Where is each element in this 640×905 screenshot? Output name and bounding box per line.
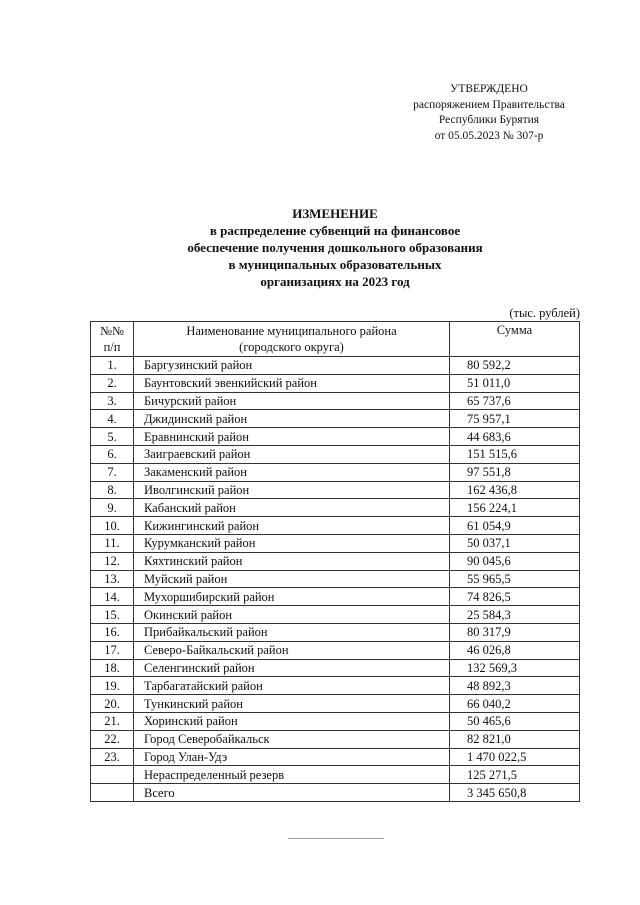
row-amount: 46 026,8: [450, 641, 580, 659]
row-amount: 162 436,8: [450, 481, 580, 499]
row-name: Джидинский район: [134, 410, 450, 428]
row-number: 12.: [91, 552, 134, 570]
table-row: [91, 445, 580, 463]
row-name: Селенгинский район: [134, 659, 450, 677]
row-name: Мухоршибирский район: [134, 588, 450, 606]
row-name: Город Улан-Удэ: [134, 748, 450, 766]
row-name: Прибайкальский район: [134, 623, 450, 641]
row-name: Баунтовский эвенкийский район: [134, 374, 450, 392]
row-number: [91, 784, 134, 802]
table-row: [91, 552, 580, 570]
approval-line-1: УТВЕРЖДЕНО: [450, 83, 528, 95]
row-amount: 80 317,9: [450, 623, 580, 641]
row-number: 5.: [91, 428, 134, 446]
header-name: Наименование муниципального района (городского округа): [134, 322, 450, 357]
table-body: [91, 357, 580, 802]
table-header-row: [91, 322, 580, 357]
subvention-table: [90, 321, 580, 802]
header-number: №№ п/п: [91, 322, 134, 357]
row-amount: 74 826,5: [450, 588, 580, 606]
header-sum: Сумма: [450, 322, 580, 357]
table-row: [91, 534, 580, 552]
table-row: [91, 677, 580, 695]
table-row: [91, 695, 580, 713]
row-amount: 25 584,3: [450, 606, 580, 624]
row-number: 15.: [91, 606, 134, 624]
row-number: 10.: [91, 517, 134, 535]
row-number: 2.: [91, 374, 134, 392]
row-amount: 151 515,6: [450, 445, 580, 463]
row-number: 18.: [91, 659, 134, 677]
row-amount: 65 737,6: [450, 392, 580, 410]
row-amount: 97 551,8: [450, 463, 580, 481]
row-number: 19.: [91, 677, 134, 695]
row-number: 4.: [91, 410, 134, 428]
table-row: [91, 392, 580, 410]
unit-note: (тыс. рублей): [509, 306, 580, 320]
table-row: [91, 641, 580, 659]
row-name: Кабанский район: [134, 499, 450, 517]
row-number: 23.: [91, 748, 134, 766]
row-number: 16.: [91, 623, 134, 641]
row-amount: 156 224,1: [450, 499, 580, 517]
row-amount: 82 821,0: [450, 730, 580, 748]
table-row: [91, 428, 580, 446]
approval-line-3: Республики Бурятия: [438, 114, 540, 126]
title-line-4: в муниципальных образовательных: [228, 257, 442, 272]
row-name: Закаменский район: [134, 463, 450, 481]
table-row: [91, 499, 580, 517]
row-name: Иволгинский район: [134, 481, 450, 499]
table-row: [91, 766, 580, 784]
row-number: 17.: [91, 641, 134, 659]
row-number: [91, 766, 134, 784]
title-line-5: организациях на 2023 год: [260, 274, 410, 289]
row-number: 7.: [91, 463, 134, 481]
table-row: [91, 463, 580, 481]
row-number: 20.: [91, 695, 134, 713]
row-name: Кижингинский район: [134, 517, 450, 535]
row-name: Муйский район: [134, 570, 450, 588]
row-name: Всего: [134, 784, 450, 802]
row-number: 1.: [91, 357, 134, 375]
row-number: 13.: [91, 570, 134, 588]
title-line-1: ИЗМЕНЕНИЕ: [292, 206, 378, 221]
row-amount: 125 271,5: [450, 766, 580, 784]
row-amount: 44 683,6: [450, 428, 580, 446]
table-row: [91, 481, 580, 499]
row-name: Баргузинский район: [134, 357, 450, 375]
table-row: [91, 712, 580, 730]
row-name: Тункинский район: [134, 695, 450, 713]
approval-line-4: от 05.05.2023 № 307-р: [434, 129, 544, 142]
row-name: Нераспределенный резерв: [134, 766, 450, 784]
row-number: 22.: [91, 730, 134, 748]
row-name: Город Северобайкальск: [134, 730, 450, 748]
row-number: 6.: [91, 445, 134, 463]
approval-line-2: распоряжением Правительства: [413, 98, 565, 111]
row-number: 3.: [91, 392, 134, 410]
row-amount: 61 054,9: [450, 517, 580, 535]
row-amount: 90 045,6: [450, 552, 580, 570]
row-amount: 50 465,6: [450, 712, 580, 730]
table-row: [91, 623, 580, 641]
table-row: [91, 374, 580, 392]
row-amount: 55 965,5: [450, 570, 580, 588]
row-amount: 75 957,1: [450, 410, 580, 428]
row-amount: 48 892,3: [450, 677, 580, 695]
row-name: Заиграевский район: [134, 445, 450, 463]
row-amount: 51 011,0: [450, 374, 580, 392]
table-row: [91, 730, 580, 748]
row-name: Окинский район: [134, 606, 450, 624]
table-row: [91, 606, 580, 624]
table-row: [91, 570, 580, 588]
table-row: [91, 748, 580, 766]
row-name: Хоринский район: [134, 712, 450, 730]
row-number: 14.: [91, 588, 134, 606]
row-amount: 132 569,3: [450, 659, 580, 677]
row-name: Северо-Байкальский район: [134, 641, 450, 659]
row-amount: 1 470 022,5: [450, 748, 580, 766]
title-line-2: в распределение субвенций на финансовое: [209, 223, 461, 238]
approval-block: [398, 82, 580, 144]
row-name: Бичурский район: [134, 392, 450, 410]
row-number: 11.: [91, 534, 134, 552]
row-name: Тарбагатайский район: [134, 677, 450, 695]
row-amount: 50 037,1: [450, 534, 580, 552]
row-name: Кяхтинский район: [134, 552, 450, 570]
document-title: [90, 205, 580, 290]
row-name: Курумканский район: [134, 534, 450, 552]
table-row: [91, 517, 580, 535]
table-row: [91, 588, 580, 606]
row-name: Еравнинский район: [134, 428, 450, 446]
title-line-3: обеспечение получения дошкольного образования: [187, 240, 483, 255]
table-row: [91, 784, 580, 802]
row-number: 9.: [91, 499, 134, 517]
footer-rule: [288, 838, 384, 839]
row-amount: 3 345 650,8: [450, 784, 580, 802]
row-number: 21.: [91, 712, 134, 730]
table-row: [91, 357, 580, 375]
row-amount: 66 040,2: [450, 695, 580, 713]
table-row: [91, 659, 580, 677]
row-amount: 80 592,2: [450, 357, 580, 375]
row-number: 8.: [91, 481, 134, 499]
table-row: [91, 410, 580, 428]
